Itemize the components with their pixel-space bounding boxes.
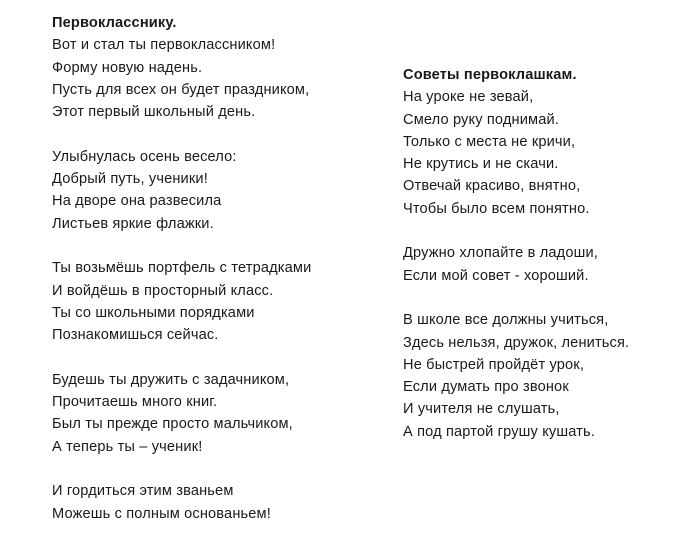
poem-title: Советы первоклашкам. — [403, 67, 577, 83]
poem-line: И учителя не слушать, — [403, 401, 560, 418]
poem-line: Только с места не кричи, — [403, 133, 576, 150]
poem-line: Не крутись и не скачи. — [403, 156, 559, 173]
poem-line: Здесь нельзя, дружок, лениться. — [403, 334, 630, 351]
poem-line: А теперь ты – ученик! — [52, 438, 203, 455]
poem-body — [403, 86, 693, 443]
poem-line: Вот и стал ты первоклассником! — [52, 37, 276, 54]
stanza — [52, 34, 392, 123]
poem-line: Если думать про звонок — [403, 379, 569, 396]
poem-line: Познакомишься сейчас. — [52, 327, 219, 344]
poem-line: Ты возьмёшь портфель с тетрадками — [52, 260, 312, 277]
poem-line: Будешь ты дружить с задачником, — [52, 371, 290, 388]
stanza — [52, 369, 392, 458]
stanza — [52, 257, 392, 346]
poem-body — [52, 34, 392, 525]
poem-line: Прочитаешь много книг. — [52, 394, 218, 411]
poem-line: На уроке не зевай, — [403, 89, 534, 106]
poem-line: Листьев яркие флажки. — [52, 215, 214, 232]
poem-line: В школе все должны учиться, — [403, 312, 609, 329]
poem-line: Добрый путь, ученики! — [52, 171, 208, 188]
poem-line: Если мой совет - хороший. — [403, 267, 589, 284]
stanza — [52, 480, 392, 525]
poem-line: Ты со школьными порядками — [52, 304, 255, 321]
poem-line: Смело руку поднимай. — [403, 111, 559, 128]
poem-line: Форму новую надень. — [52, 59, 203, 76]
stanza — [403, 86, 693, 220]
poem-line: И войдёшь в просторный класс. — [52, 282, 274, 299]
poem-line: На дворе она развесила — [52, 193, 222, 210]
stanza — [403, 242, 693, 287]
poem-line: Этот первый школьный день. — [52, 104, 256, 121]
poem-pervoklassniku — [52, 12, 392, 525]
poem-line: Отвечай красиво, внятно, — [403, 178, 581, 195]
poem-line: А под партой грушу кушать. — [403, 423, 595, 440]
poem-line: Дружно хлопайте в ладоши, — [403, 245, 598, 262]
poem-line: И гордиться этим званьем — [52, 483, 234, 500]
poem-line: Был ты прежде просто мальчиком, — [52, 416, 293, 433]
poem-line: Улыбнулась осень весело: — [52, 148, 237, 165]
poem-sovety-pervoklashkam — [403, 64, 693, 443]
stanza — [403, 309, 693, 443]
poem-line: Можешь с полным основаньем! — [52, 505, 271, 522]
poem-line: Не быстрей пройдёт урок, — [403, 356, 585, 373]
poem-line: Пусть для всех он будет праздником, — [52, 81, 310, 98]
poem-line: Чтобы было всем понятно. — [403, 200, 590, 217]
stanza — [52, 146, 392, 235]
poem-title: Первокласснику. — [52, 15, 177, 31]
